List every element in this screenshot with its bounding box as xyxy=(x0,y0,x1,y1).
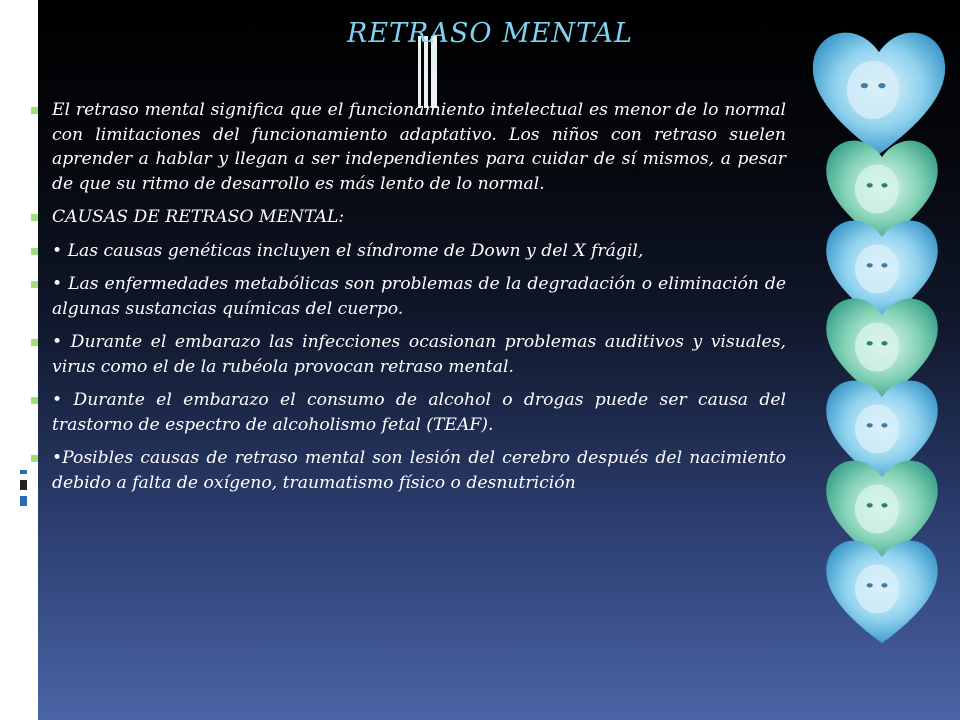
bullet-text: •Posibles causas de retraso mental son lesión del cerebro después del nacimiento debido a falta de oxígeno, traumatismo físico o desnutrición xyxy=(52,448,786,493)
bullet-text: CAUSAS DE RETRASO MENTAL: xyxy=(52,207,345,227)
bullet-item xyxy=(22,205,786,230)
bullet-text: • Las causas genéticas incluyen el síndrome de Down y del X frágil, xyxy=(52,240,644,261)
bullet-item xyxy=(22,330,786,379)
bullet-marker-icon xyxy=(31,248,38,255)
bullet-marker-icon xyxy=(31,397,38,404)
bullet-item xyxy=(22,272,786,321)
bullet-item xyxy=(22,239,786,264)
bullet-marker-icon xyxy=(31,214,38,221)
bullet-text: • Durante el embarazo las infecciones ocasionan problemas auditivos y visuales, virus como el de la rubéola provocan retraso mental. xyxy=(52,332,786,377)
bullet-text: • Las enfermedades metabólicas son problemas de la degradación o eliminación de algunas sustancias químicas del cuerpo. xyxy=(52,274,786,319)
bullet-marker-icon xyxy=(31,339,38,346)
bullet-marker-icon xyxy=(31,281,38,288)
baby-photo-heart-icon xyxy=(820,530,944,648)
bullet-text: • Durante el embarazo el consumo de alcohol o drogas puede ser causa del trastorno de espectro de alcoholismo fetal (TEAF). xyxy=(52,390,786,435)
bullet-marker-icon xyxy=(31,455,38,462)
hearts-column xyxy=(802,20,952,660)
bullet-item xyxy=(22,446,786,495)
bullet-text: El retraso mental significa que el funcionamiento intelectual es menor de lo normal con limitaciones del funcionamiento adaptativo. Los niños con retraso suelen aprender a hablar y llegan a ser independientes para cuidar de sí mismos, a pesar de que su ritmo de desarrollo es más lento de lo normal. xyxy=(52,100,786,194)
bullet-item xyxy=(22,388,786,437)
bullet-marker-icon xyxy=(31,107,38,114)
bullet-list xyxy=(22,98,786,495)
bullet-item xyxy=(22,98,786,196)
slide-title: RETRASO MENTAL xyxy=(346,18,634,49)
